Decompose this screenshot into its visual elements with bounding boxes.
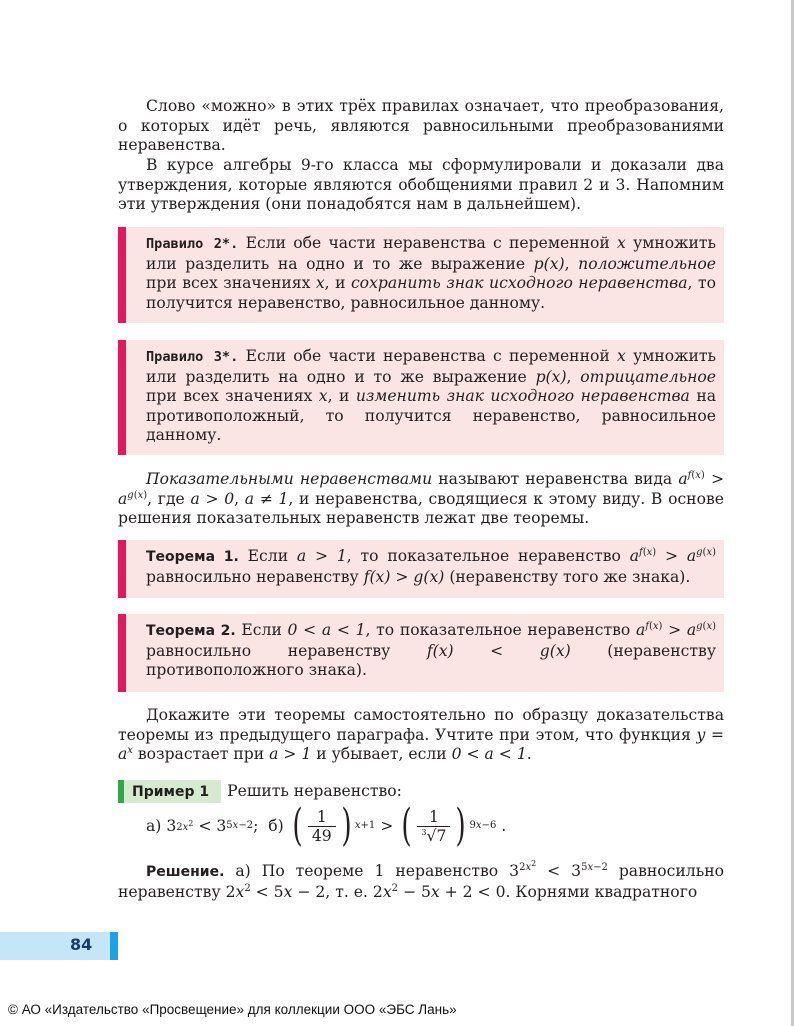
intro-paragraph-2: В курсе алгебры 9-го класса мы сформулировали и доказали два утверждения, которые являются обобщениями правил 2 и 3. Напомним эти утверждения (они понадобятся нам в дальнейшем). xyxy=(118,156,724,213)
page-number-bar xyxy=(0,932,118,960)
theorem-2-box: Теорема 2. Если 0 < a < 1, то показательное неравенство $a^{f(x)} > a^{g(x)}$ равносильно неравенству f(x) < g(x) (неравенству противоположного знака). xyxy=(118,614,724,692)
example-task: Решить неравенство: xyxy=(227,782,402,800)
example-expressions: а) 3 $2x^2$ < 3 5x−2 ; б) ( $\frac{1}{49}$ ) x+1 > ( $\frac{1}{^3√7}$ ) 9x−6 . xyxy=(146,800,507,851)
page-number-accent xyxy=(110,932,118,960)
rule-2-label: Правило 2*. xyxy=(146,236,239,252)
copyright-footer: © АО «Издательство «Просвещение» для коллекции ООО «ЭБС Лань» xyxy=(8,1002,457,1017)
theorem-2-label: Теорема 2. xyxy=(146,623,236,639)
rule-3-label: Правило 3*. xyxy=(146,349,239,365)
theorem-1-label: Теорема 1. xyxy=(146,549,239,565)
intro-paragraph-1: Слово «можно» в этих трёх правилах означает, что преобразования, о которых идёт речь, являются равносильными преобразованиями неравенства. xyxy=(118,97,724,154)
rule-3-box: Правило 3*. Если обе части неравенства с переменной x умножить или разделить на одно и то же выражение p(x), отрицательное при всех значениях x, и изменить знак исходного неравенства на противоположный, то получится неравенство, равносильное данному. xyxy=(118,340,724,455)
example-label: Пример 1 xyxy=(118,780,221,803)
rule-2-box: Правило 2*. Если обе части неравенства с переменной x умножить или разделить на одно и то же выражение p(x), положительное при всех значениях x, и сохранить знак исходного неравенства, то получится неравенство, равносильное данному. xyxy=(118,227,724,323)
proof-paragraph: Докажите эти теоремы самостоятельно по образцу доказательства теоремы из предыдущего параграфа. Учтите при этом, что функция $y = a^x$ возрастает при a > 1 и убывает, если 0 < a < 1. xyxy=(118,706,724,763)
theorem-1-box: Теорема 1. Если a > 1, то показательное неравенство $a^{f(x)} > a^{g(x)}$ равносильно неравенству f(x) > g(x) (неравенству того же знака). xyxy=(118,540,724,598)
solution-paragraph: Решение. а) По теореме 1 неравенство $3^{2x^2} < 3^{5x-2}$ равносильно неравенству $2x^2 < 5x - 2$, т. е. $2x^2 - 5x + 2 < 0$. Корнями квадратного xyxy=(118,859,724,901)
definition-paragraph: Показательными неравенствами называют неравенства вида $a^{f(x)} > a^{g(x)}$, где a > 0, a ≠ 1, и неравенства, сводящиеся к этому виду. В основе решения показательных неравенств лежат две теоремы. xyxy=(118,470,725,527)
page-number: 84 xyxy=(70,935,93,954)
